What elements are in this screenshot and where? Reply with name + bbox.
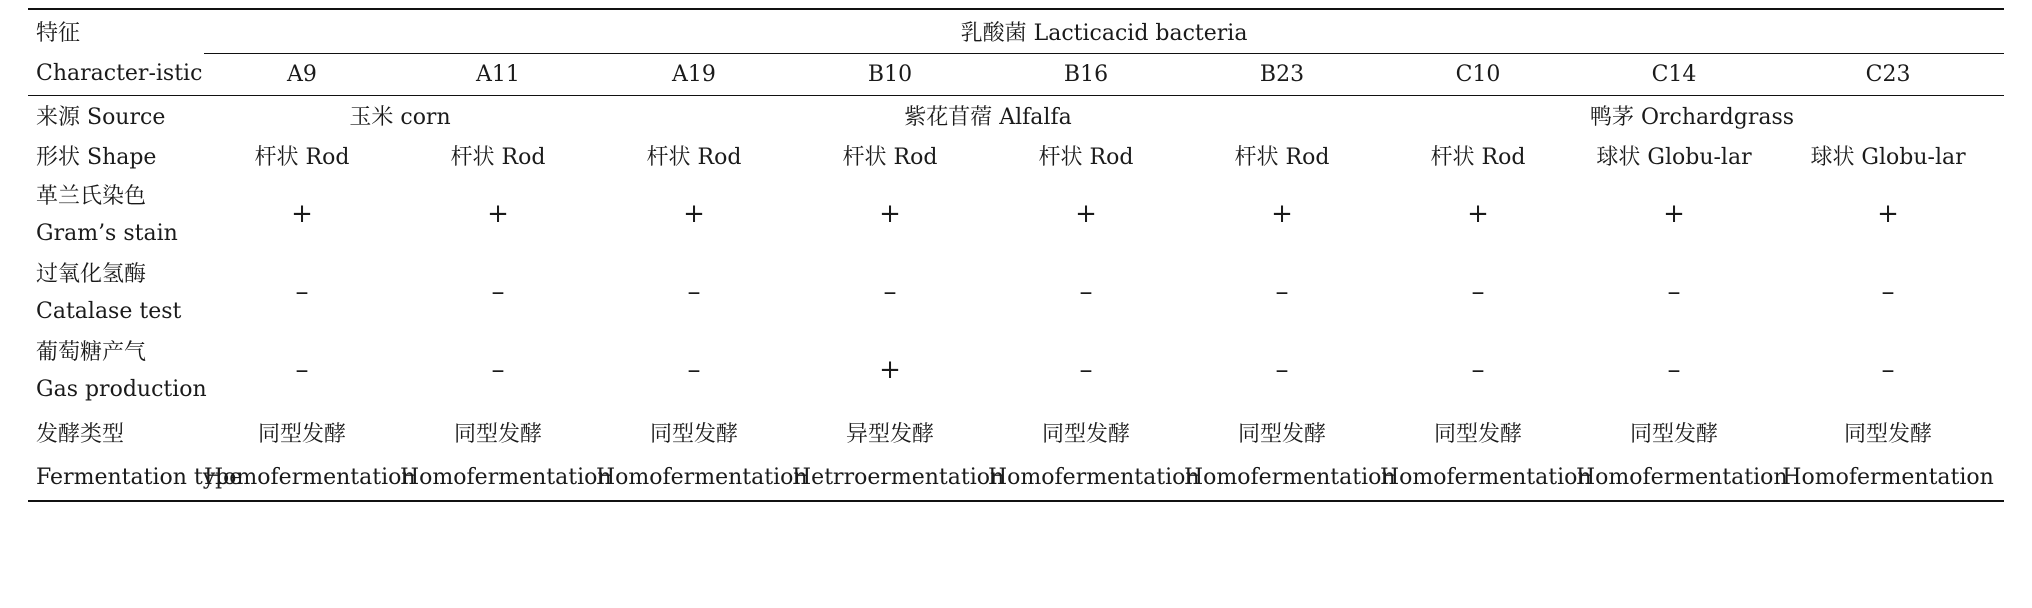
shape-cell: 球状 Globu-lar (1810, 144, 1966, 170)
gram-cell: + (683, 199, 705, 229)
gas-cell: – (1881, 355, 1895, 385)
row-label-catalase-en: Catalase test (36, 299, 182, 324)
strain-header: A19 (596, 53, 792, 95)
fermentation-cell-en: Homofermentation (1380, 455, 1576, 501)
fermentation-cell-zh: 同型发酵 (1844, 421, 1933, 447)
fermentation-cell-en: Hetrroermentation (792, 455, 988, 501)
gas-cell: – (1275, 355, 1289, 385)
catalase-cell: – (687, 277, 701, 307)
row-label-gas-zh: 葡萄糖产气 (36, 340, 147, 365)
shape-cell: 杆状 Rod (450, 144, 546, 170)
fermentation-cell-en: Homofermentation (1184, 455, 1380, 501)
gram-cell: + (879, 199, 901, 229)
fermentation-cell-zh: 同型发酵 (649, 421, 738, 447)
strain-header: B23 (1184, 53, 1380, 95)
catalase-cell: – (1079, 277, 1093, 307)
fermentation-cell-en: Homofermentation (400, 455, 596, 501)
lactic-acid-bacteria-characteristics-table (28, 8, 2004, 502)
row-label-gram-en: Gram’s stain (36, 221, 178, 246)
fermentation-cell-zh: 同型发酵 (1629, 421, 1718, 447)
fermentation-cell-en: Homofermentation (596, 455, 792, 501)
row-label-fermentation-zh: 发酵类型 (36, 421, 125, 447)
row-label-gas-en: Gas production (36, 377, 207, 402)
gram-cell: + (1075, 199, 1097, 229)
fermentation-cell-en: Homofermentation (1576, 455, 1772, 501)
gram-cell: + (1467, 199, 1489, 229)
fermentation-cell-zh: 同型发酵 (453, 421, 542, 447)
source-group-corn: 玉米 corn (349, 104, 451, 130)
row-label-fermentation-en: Fermentation type (28, 455, 204, 501)
header-characteristic-zh: 特征 (28, 9, 204, 53)
strain-header: B16 (988, 53, 1184, 95)
source-group-alfalfa: 紫花苜蓿 Alfalfa (904, 104, 1072, 130)
catalase-cell: – (491, 277, 505, 307)
shape-cell: 杆状 Rod (842, 144, 938, 170)
catalase-cell: – (1667, 277, 1681, 307)
gram-cell: + (487, 199, 509, 229)
strain-header: C10 (1380, 53, 1576, 95)
gas-cell: – (1471, 355, 1485, 385)
shape-cell: 杆状 Rod (1430, 144, 1526, 170)
row-label-gram-zh: 革兰氏染色 (36, 184, 147, 209)
fermentation-cell-en: Homofermentation (1772, 455, 2004, 501)
shape-cell: 球状 Globu-lar (1596, 144, 1752, 170)
gram-cell: + (291, 199, 313, 229)
gas-cell: – (295, 355, 309, 385)
gas-row-zh (28, 331, 2004, 370)
gram-cell: + (1877, 199, 1899, 229)
gram-cell: + (1663, 199, 1685, 229)
shape-cell: 杆状 Rod (1234, 144, 1330, 170)
catalase-cell: – (883, 277, 897, 307)
strain-header: A11 (400, 53, 596, 95)
row-label-shape: 形状 Shape (36, 144, 157, 170)
gas-cell: – (491, 355, 505, 385)
gas-cell: – (687, 355, 701, 385)
fermentation-row-en (28, 455, 2004, 501)
fermentation-row-zh (28, 409, 2004, 455)
fermentation-cell-zh: 同型发酵 (1041, 421, 1130, 447)
catalase-cell: – (1471, 277, 1485, 307)
fermentation-cell-en: Homofermentation (204, 455, 400, 501)
source-group-orchardgrass: 鸭茅 Orchardgrass (1590, 104, 1795, 130)
gas-cell: – (1079, 355, 1093, 385)
shape-cell: 杆状 Rod (1038, 144, 1134, 170)
strain-header: C14 (1576, 53, 1772, 95)
shape-cell: 杆状 Rod (646, 144, 742, 170)
row-label-source: 来源 Source (36, 104, 166, 130)
gram-row-zh (28, 175, 2004, 214)
shape-cell: 杆状 Rod (254, 144, 350, 170)
row-label-catalase-zh: 过氧化氢酶 (36, 262, 147, 287)
fermentation-cell-zh: 异型发酵 (845, 421, 934, 447)
gas-cell: + (879, 355, 901, 385)
fermentation-cell-zh: 同型发酵 (257, 421, 346, 447)
header-characteristic-en: Character-istic (28, 53, 204, 95)
shape-row (28, 135, 2004, 175)
catalase-cell: – (1881, 277, 1895, 307)
catalase-row-zh (28, 253, 2004, 292)
source-row (28, 95, 2004, 135)
gas-cell: – (1667, 355, 1681, 385)
header-group-label: 乳酸菌 Lacticacid bacteria (204, 9, 2004, 53)
fermentation-cell-zh: 同型发酵 (1433, 421, 1522, 447)
fermentation-cell-en: Homofermentation (988, 455, 1184, 501)
gram-cell: + (1271, 199, 1293, 229)
catalase-cell: – (295, 277, 309, 307)
strain-header: A9 (204, 53, 400, 95)
strain-header: B10 (792, 53, 988, 95)
catalase-cell: – (1275, 277, 1289, 307)
strain-header: C23 (1772, 53, 2004, 95)
fermentation-cell-zh: 同型发酵 (1237, 421, 1326, 447)
